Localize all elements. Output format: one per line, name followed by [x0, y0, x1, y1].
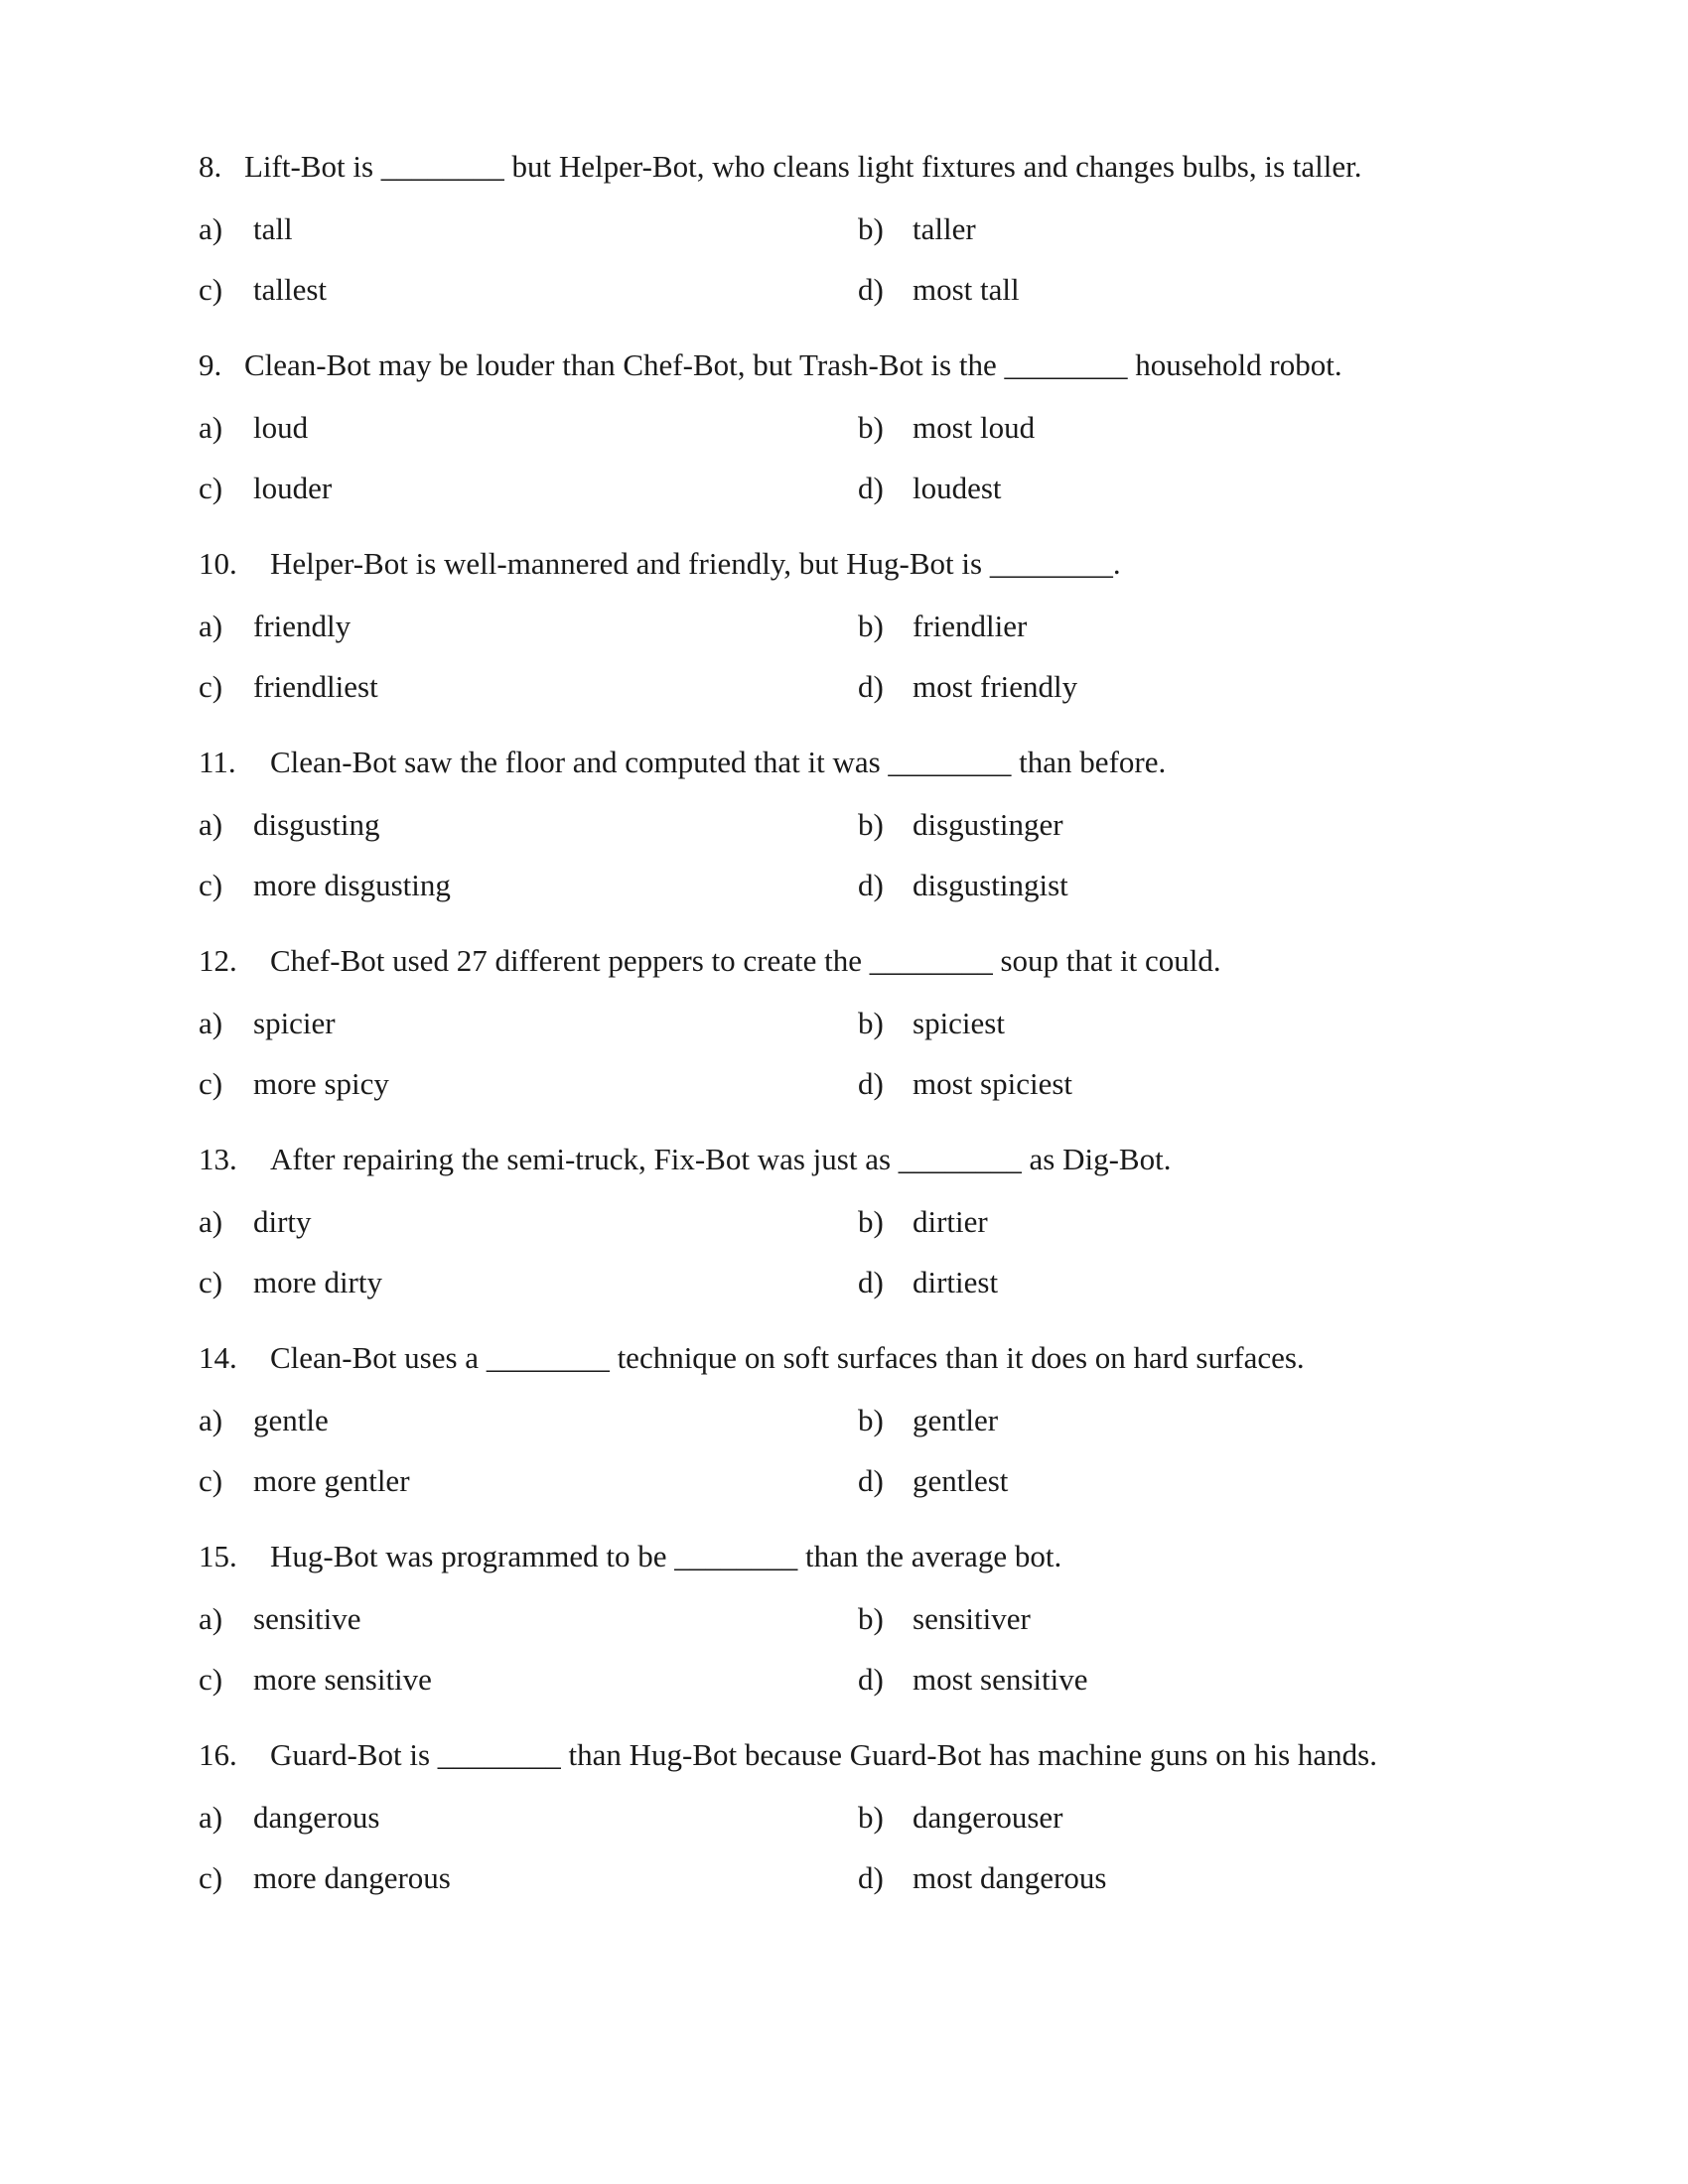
answer-option[interactable]	[199, 669, 378, 705]
question-number: 13.	[199, 1142, 237, 1176]
option-text: spiciest	[913, 1006, 1005, 1040]
option-letter: b)	[858, 1800, 884, 1835]
option-text: more spicy	[253, 1066, 389, 1101]
option-text: spicier	[253, 1006, 336, 1040]
option-letter: d)	[858, 1265, 884, 1299]
option-text: friendly	[253, 609, 352, 643]
option-text: most friendly	[913, 669, 1078, 704]
answer-option[interactable]	[199, 272, 327, 308]
option-letter: c)	[199, 272, 223, 307]
option-text: most sensitive	[913, 1662, 1088, 1697]
option-text: gentlest	[913, 1463, 1009, 1498]
answer-option[interactable]	[858, 1006, 1005, 1041]
answer-option[interactable]	[199, 609, 351, 644]
option-text: more dirty	[253, 1265, 382, 1299]
answer-option[interactable]	[199, 1800, 379, 1836]
option-letter: c)	[199, 1463, 223, 1498]
answer-option[interactable]	[858, 1662, 1088, 1698]
answer-option[interactable]	[858, 1860, 1106, 1896]
option-letter: a)	[199, 1006, 223, 1040]
question-stem	[199, 149, 1362, 185]
answer-option[interactable]	[858, 410, 1035, 446]
option-letter: a)	[199, 807, 223, 842]
question-number: 14.	[199, 1340, 237, 1375]
option-letter: c)	[199, 1066, 223, 1101]
answer-option[interactable]	[858, 1066, 1072, 1102]
option-letter: d)	[858, 1860, 884, 1895]
answer-option[interactable]	[199, 1601, 361, 1637]
option-text: loudest	[913, 471, 1002, 505]
option-text: disgustingist	[913, 868, 1068, 902]
option-letter: a)	[199, 609, 223, 643]
answer-option[interactable]	[858, 1800, 1063, 1836]
option-letter: c)	[199, 868, 223, 902]
option-text: gentle	[253, 1403, 329, 1437]
answer-option[interactable]	[858, 1204, 988, 1240]
option-text: more gentler	[253, 1463, 410, 1498]
question-stem	[199, 745, 1166, 780]
answer-option[interactable]	[199, 1006, 336, 1041]
option-text: more sensitive	[253, 1662, 432, 1697]
option-text: disgusting	[253, 807, 380, 842]
answer-option[interactable]	[199, 211, 293, 247]
question-text: Lift-Bot is ________ but Helper-Bot, who cleans light fixtures and changes bulbs, is taller.	[244, 149, 1362, 184]
option-text: most dangerous	[913, 1860, 1107, 1895]
answer-option[interactable]	[199, 1463, 410, 1499]
answer-option[interactable]	[858, 272, 1020, 308]
question-text: Clean-Bot saw the floor and computed that it was ________ than before.	[270, 745, 1167, 779]
option-text: dangerous	[253, 1800, 380, 1835]
answer-option[interactable]	[858, 868, 1068, 903]
question-stem	[199, 347, 1342, 383]
question-text: Clean-Bot uses a ________ technique on soft surfaces than it does on hard surfaces.	[270, 1340, 1305, 1375]
option-letter: c)	[199, 1860, 223, 1895]
question-stem	[199, 1737, 1377, 1773]
question-text: Chef-Bot used 27 different peppers to create the ________ soup that it could.	[270, 943, 1221, 978]
question-text: Guard-Bot is ________ than Hug-Bot because Guard-Bot has machine guns on his hands.	[270, 1737, 1377, 1772]
question-number: 15.	[199, 1539, 237, 1573]
option-text: friendlier	[913, 609, 1028, 643]
option-text: more dangerous	[253, 1860, 451, 1895]
option-text: taller	[913, 211, 976, 246]
answer-option[interactable]	[199, 471, 332, 506]
option-letter: b)	[858, 609, 884, 643]
answer-option[interactable]	[199, 1265, 382, 1300]
answer-option[interactable]	[858, 1403, 998, 1438]
question-stem	[199, 1340, 1305, 1376]
answer-option[interactable]	[858, 609, 1027, 644]
option-letter: d)	[858, 471, 884, 505]
option-text: gentler	[913, 1403, 999, 1437]
option-letter: c)	[199, 471, 223, 505]
question-text: Hug-Bot was programmed to be ________ than the average bot.	[270, 1539, 1062, 1573]
answer-option[interactable]	[858, 1265, 998, 1300]
option-letter: c)	[199, 1662, 223, 1697]
question-number: 8.	[199, 149, 222, 184]
question-text: Clean-Bot may be louder than Chef-Bot, but Trash-Bot is the ________ household robot.	[244, 347, 1342, 382]
option-letter: d)	[858, 1066, 884, 1101]
answer-option[interactable]	[199, 807, 379, 843]
question-number: 11.	[199, 745, 236, 779]
option-text: most tall	[913, 272, 1020, 307]
answer-option[interactable]	[858, 1463, 1008, 1499]
answer-option[interactable]	[199, 1066, 389, 1102]
option-letter: b)	[858, 1601, 884, 1636]
option-letter: a)	[199, 1800, 223, 1835]
option-text: most loud	[913, 410, 1036, 445]
question-stem	[199, 943, 1221, 979]
option-letter: b)	[858, 1204, 884, 1239]
option-text: louder	[253, 471, 333, 505]
answer-option[interactable]	[199, 1662, 432, 1698]
option-letter: a)	[199, 1601, 223, 1636]
option-letter: d)	[858, 1463, 884, 1498]
answer-option[interactable]	[858, 807, 1063, 843]
option-text: sensitiver	[913, 1601, 1031, 1636]
option-letter: c)	[199, 669, 223, 704]
option-letter: b)	[858, 410, 884, 445]
option-text: dirtiest	[913, 1265, 999, 1299]
option-letter: a)	[199, 211, 223, 246]
option-text: disgustinger	[913, 807, 1063, 842]
option-text: most spiciest	[913, 1066, 1073, 1101]
option-text: tallest	[253, 272, 328, 307]
option-letter: c)	[199, 1265, 223, 1299]
option-text: loud	[253, 410, 309, 445]
option-letter: d)	[858, 669, 884, 704]
option-letter: a)	[199, 1204, 223, 1239]
question-stem	[199, 1142, 1171, 1177]
option-letter: b)	[858, 211, 884, 246]
option-letter: a)	[199, 1403, 223, 1437]
question-number: 9.	[199, 347, 222, 382]
question-stem	[199, 1539, 1061, 1574]
question-stem	[199, 546, 1121, 582]
answer-option[interactable]	[858, 1601, 1031, 1637]
option-letter: d)	[858, 868, 884, 902]
question-number: 12.	[199, 943, 237, 978]
question-number: 16.	[199, 1737, 237, 1772]
answer-option[interactable]	[199, 1860, 451, 1896]
question-number: 10.	[199, 546, 237, 581]
option-letter: d)	[858, 272, 884, 307]
option-letter: b)	[858, 807, 884, 842]
answer-option[interactable]	[858, 471, 1002, 506]
question-text: After repairing the semi-truck, Fix-Bot was just as ________ as Dig-Bot.	[270, 1142, 1172, 1176]
option-letter: d)	[858, 1662, 884, 1697]
option-text: sensitive	[253, 1601, 361, 1636]
option-text: dirty	[253, 1204, 312, 1239]
answer-option[interactable]	[858, 211, 976, 247]
option-letter: b)	[858, 1403, 884, 1437]
answer-option[interactable]	[199, 1403, 329, 1438]
option-text: dangerouser	[913, 1800, 1063, 1835]
option-text: more disgusting	[253, 868, 451, 902]
answer-option[interactable]	[199, 1204, 312, 1240]
question-text: Helper-Bot is well-mannered and friendly, but Hug-Bot is ________.	[270, 546, 1121, 581]
option-letter: a)	[199, 410, 223, 445]
answer-option[interactable]	[199, 410, 308, 446]
answer-option[interactable]	[199, 868, 451, 903]
option-letter: b)	[858, 1006, 884, 1040]
option-text: tall	[253, 211, 293, 246]
option-text: dirtier	[913, 1204, 988, 1239]
answer-option[interactable]	[858, 669, 1077, 705]
option-text: friendliest	[253, 669, 378, 704]
